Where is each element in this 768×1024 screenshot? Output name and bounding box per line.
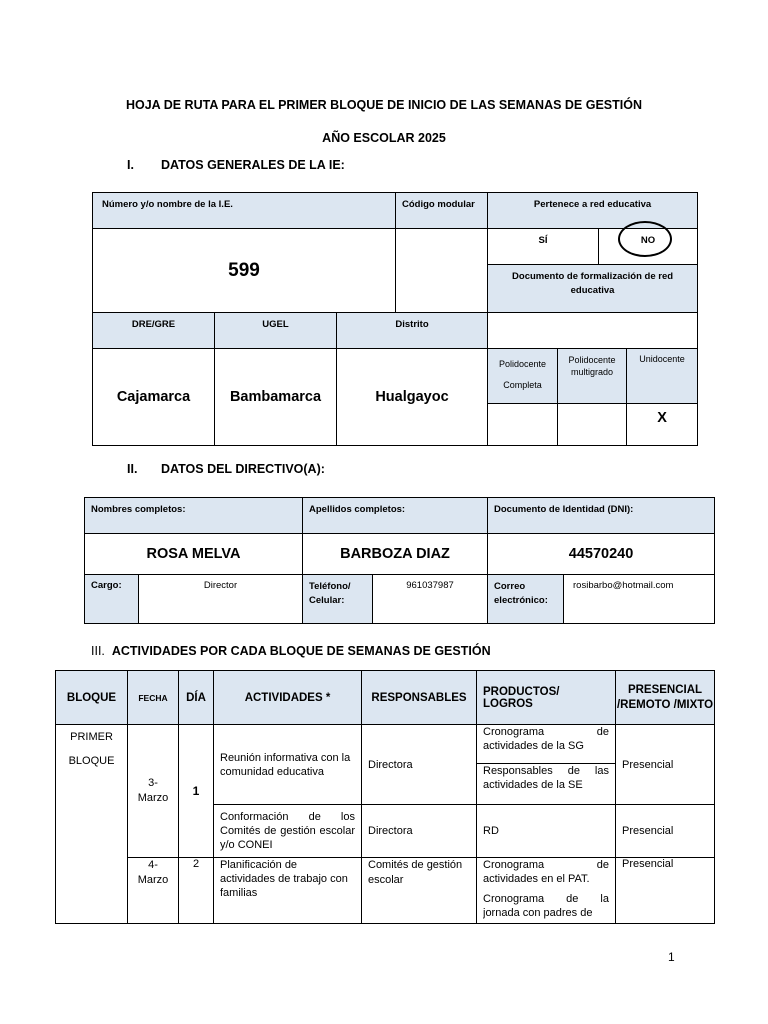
red-si-option: SÍ xyxy=(488,229,599,265)
bloque-line1: PRIMER xyxy=(70,731,113,743)
ie-general-data-table xyxy=(92,192,698,446)
section-3-number: III. xyxy=(91,644,105,658)
red-educativa-label: Pertenece a red educativa xyxy=(488,193,698,229)
telefono-value: 961037987 xyxy=(373,575,488,624)
dre-label: DRE/GRE xyxy=(93,313,215,349)
bloque-cell-continued xyxy=(56,858,128,924)
row2-modalidad: Presencial xyxy=(616,805,715,858)
header-responsables: RESPONSABLES xyxy=(362,671,477,725)
apellidos-label: Apellidos completos: xyxy=(303,498,488,534)
row1-responsable: Directora xyxy=(362,725,477,805)
document-title: HOJA DE RUTA PARA EL PRIMER BLOQUE DE INICIO DE LAS SEMANAS DE GESTIÓN xyxy=(125,98,642,112)
activities-table xyxy=(55,670,715,924)
row3-fecha: 4-Marzo xyxy=(128,858,179,924)
header-productos: PRODUCTOS/ LOGROS xyxy=(477,671,616,725)
page-number: 1 xyxy=(668,950,675,964)
unidocente-label: Unidocente xyxy=(627,349,698,404)
section-2-heading xyxy=(127,462,325,476)
correo-label-line2: electrónico: xyxy=(494,595,548,606)
nombres-label: Nombres completos: xyxy=(85,498,303,534)
bloque-cell xyxy=(56,725,128,858)
ugel-label: UGEL xyxy=(215,313,337,349)
section-2-title: DATOS DEL DIRECTIVO(A): xyxy=(161,462,325,476)
row2-producto: RD xyxy=(477,805,616,858)
row1-actividad: Reunión informativa con la comunidad educativa xyxy=(214,725,362,805)
cargo-label: Cargo: xyxy=(85,575,139,624)
ugel-value: Bambamarca xyxy=(215,349,337,446)
row3-responsable: Comités de gestión escolar xyxy=(362,858,477,924)
header-bloque: BLOQUE xyxy=(56,671,128,725)
doc-formalizacion-label: Documento de formalización de red educativa xyxy=(488,265,698,313)
red-no-option: NO xyxy=(599,229,698,265)
correo-label xyxy=(488,575,564,624)
empty-cell xyxy=(488,313,698,349)
directivo-data-table xyxy=(84,497,715,624)
row3-producto-1: Cronograma de actividades en el PAT. xyxy=(483,859,609,885)
header-actividades: ACTIVIDADES * xyxy=(214,671,362,725)
no-selection-circle xyxy=(618,221,672,257)
polidocente-multigrado-mark xyxy=(558,404,627,446)
telefono-label xyxy=(303,575,373,624)
row3-actividad: Planificación de actividades de trabajo con familias xyxy=(214,858,362,924)
ie-name-value: 599 xyxy=(93,229,396,313)
section-1-heading xyxy=(127,158,345,172)
row1-dia: 1 xyxy=(179,725,214,858)
section-3-title: ACTIVIDADES POR CADA BLOQUE DE SEMANAS DE GESTIÓN xyxy=(111,644,491,658)
codigo-modular-label: Código modular xyxy=(396,193,488,229)
bloque-line2: BLOQUE xyxy=(68,755,115,767)
row3-producto-2: Cronograma de la jornada con padres de xyxy=(483,893,609,919)
row2-actividad: Conformación de los Comités de gestión escolar y/o CONEI xyxy=(214,805,362,858)
dni-label: Documento de Identidad (DNI): xyxy=(488,498,715,534)
correo-label-line1: Correo xyxy=(494,581,526,592)
row1-producto-1: Cronograma de actividades de la SG xyxy=(477,725,616,764)
header-modalidad: PRESENCIAL /REMOTO /MIXTO xyxy=(616,671,715,725)
section-1-title: DATOS GENERALES DE LA IE: xyxy=(161,158,345,172)
nombres-value: ROSA MELVA xyxy=(85,534,303,575)
ie-name-label: Número y/o nombre de la I.E. xyxy=(93,193,396,229)
cargo-value: Director xyxy=(139,575,303,624)
polidocente-completa-label xyxy=(488,349,558,404)
polidocente-multigrado-label: Polidocente multigrado xyxy=(558,349,627,404)
header-fecha: FECHA xyxy=(128,671,179,725)
polidocente-completa-mark xyxy=(488,404,558,446)
section-2-number: II. xyxy=(127,462,138,476)
row3-productos xyxy=(477,858,616,924)
correo-value: rosibarbo@hotmail.com xyxy=(564,575,715,624)
telefono-label-line2: Celular: xyxy=(309,595,345,606)
header-dia: DÍA xyxy=(179,671,214,725)
row1-producto-2: Responsables de las actividades de la SE xyxy=(477,764,616,805)
row3-modalidad: Presencial xyxy=(616,858,715,924)
row1-modalidad: Presencial xyxy=(616,725,715,805)
row1-fecha: 3-Marzo xyxy=(128,725,179,858)
distrito-value: Hualgayoc xyxy=(337,349,488,446)
row3-dia: 2 xyxy=(179,858,214,924)
section-3-heading xyxy=(91,644,491,658)
section-1-number: I. xyxy=(127,158,134,172)
unidocente-mark: X xyxy=(627,404,698,446)
document-subtitle: AÑO ESCOLAR 2025 xyxy=(322,131,446,145)
dre-value: Cajamarca xyxy=(93,349,215,446)
polidocente-completa-line1: Polidocente xyxy=(498,359,547,369)
row2-responsable: Directora xyxy=(362,805,477,858)
codigo-modular-value xyxy=(396,229,488,313)
dni-value: 44570240 xyxy=(488,534,715,575)
distrito-label: Distrito xyxy=(337,313,488,349)
telefono-label-line1: Teléfono/ xyxy=(309,581,351,592)
polidocente-completa-line2: Completa xyxy=(503,380,542,390)
apellidos-value: BARBOZA DIAZ xyxy=(303,534,488,575)
